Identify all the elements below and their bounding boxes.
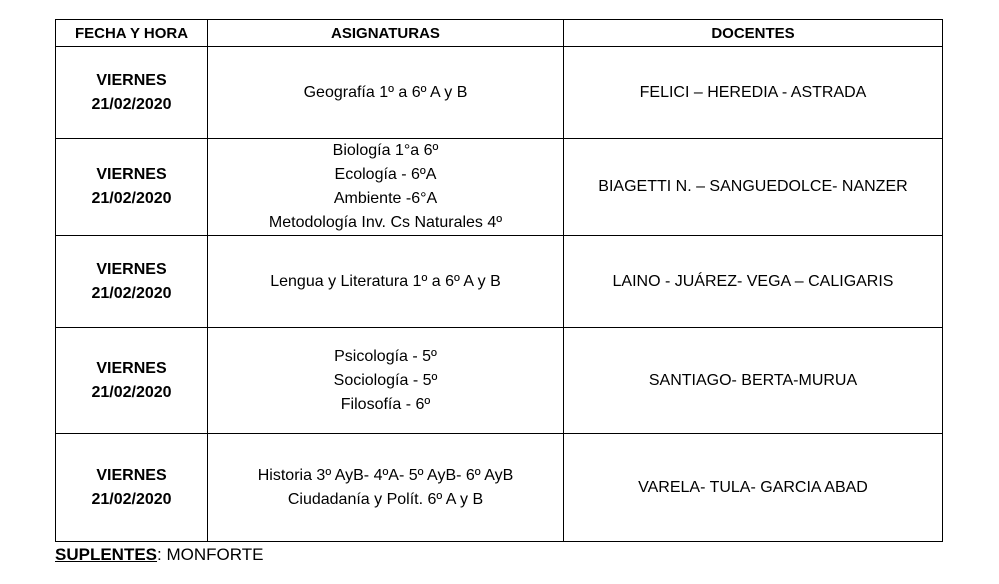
- table-row: [56, 47, 943, 139]
- teachers-cell: SANTIAGO- BERTA-MURUA: [564, 328, 943, 434]
- subject-line: Ecología - 6ºA: [334, 166, 437, 183]
- subjects-cell: [208, 139, 564, 236]
- date-cell: [56, 47, 208, 139]
- subjects-cell: [208, 47, 564, 139]
- subject-line: Metodología Inv. Cs Naturales 4º: [268, 214, 503, 231]
- teachers-cell: FELICI – HEREDIA - ASTRADA: [564, 47, 943, 139]
- subjects-cell: [208, 434, 564, 542]
- date-cell: [56, 236, 208, 328]
- day-label: VIERNES: [96, 359, 167, 377]
- header-subjects: ASIGNATURAS: [208, 20, 564, 47]
- table-row: [56, 434, 943, 542]
- date-label: 21/02/2020: [91, 383, 172, 401]
- teachers-cell: VARELA- TULA- GARCIA ABAD: [564, 434, 943, 542]
- teachers-cell: LAINO - JUÁREZ- VEGA – CALIGARIS: [564, 236, 943, 328]
- date-label: 21/02/2020: [91, 284, 172, 302]
- subject-line: Psicología - 5º: [334, 347, 437, 365]
- date-cell: [56, 328, 208, 434]
- date-label: 21/02/2020: [91, 490, 172, 508]
- table-row: [56, 236, 943, 328]
- subject-line: Geografía 1º a 6º A y B: [303, 83, 468, 101]
- day-label: VIERNES: [96, 71, 167, 89]
- header-date: FECHA Y HORA: [56, 20, 208, 47]
- subject-line: Biología 1°a 6º: [332, 142, 439, 159]
- date-label: 21/02/2020: [91, 190, 172, 207]
- subject-line: Lengua y Literatura 1º a 6º A y B: [270, 272, 501, 290]
- date-cell: [56, 434, 208, 542]
- substitutes-label: SUPLENTES: [55, 545, 158, 564]
- day-label: VIERNES: [96, 166, 167, 183]
- subjects-cell: [208, 236, 564, 328]
- teachers-cell: BIAGETTI N. – SANGUEDOLCE- NANZER: [564, 139, 943, 236]
- day-label: VIERNES: [96, 466, 167, 484]
- subject-line: Sociología - 5º: [333, 371, 438, 389]
- exam-schedule-table: [55, 19, 943, 542]
- subject-line: Historia 3º AyB- 4ºA- 5º AyB- 6º AyB: [257, 466, 514, 484]
- subject-line: Ciudadanía y Polít. 6º A y B: [287, 490, 484, 508]
- substitutes-value: : MONFORTE: [157, 545, 264, 564]
- header-row: [56, 20, 943, 47]
- substitutes-note: [55, 545, 263, 565]
- date-label: 21/02/2020: [91, 95, 172, 113]
- table-row: [56, 139, 943, 236]
- header-teachers: DOCENTES: [564, 20, 943, 47]
- subject-line: Filosofía - 6º: [340, 395, 431, 413]
- subject-line: Ambiente -6°A: [333, 190, 438, 207]
- subjects-cell: [208, 328, 564, 434]
- day-label: VIERNES: [96, 260, 167, 278]
- date-cell: [56, 139, 208, 236]
- table-row: [56, 328, 943, 434]
